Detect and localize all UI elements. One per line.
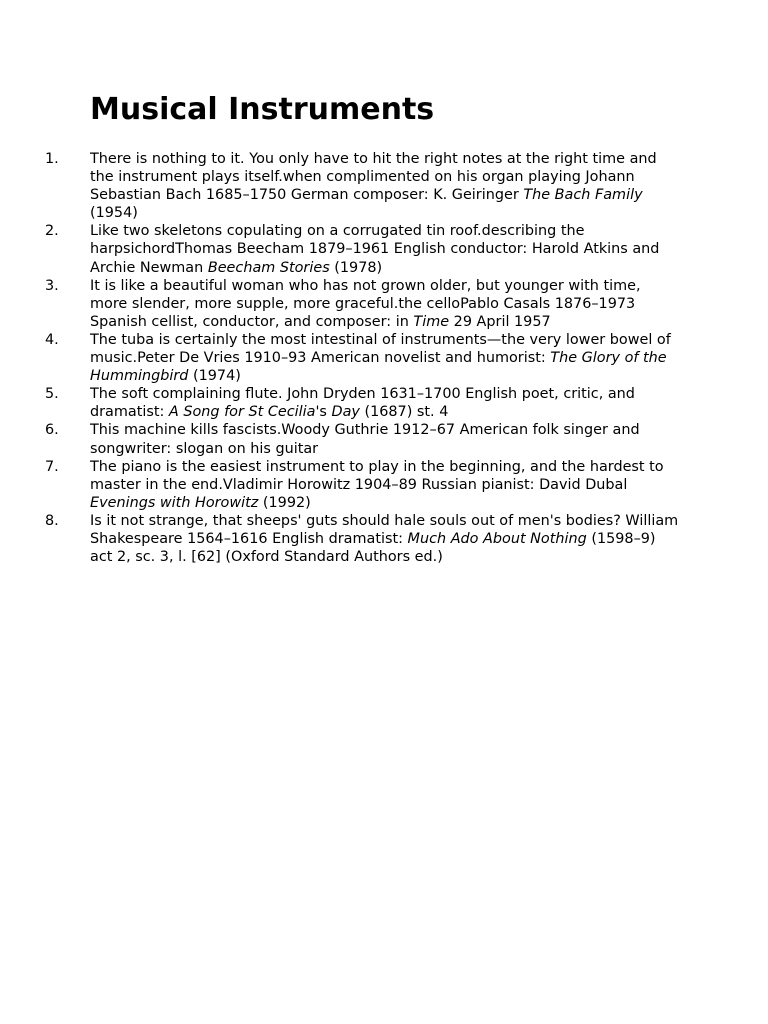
list-item [0,512,680,566]
list-item-number: 2. [45,223,59,240]
quote-text [90,385,680,421]
quote-segment: The soft complaining flute. John Dryden 1631–1700 English poet, critic, and dramatist: [90,386,635,421]
quote-text [90,421,680,457]
quote-segment: This machine kills fascists.Woody Guthrie 1912–67 American folk singer and songwriter: slogan on his guitar [90,422,640,457]
work-title: Much Ado About Nothing [407,530,587,547]
list-item-number: 3. [45,277,59,294]
quote-text [90,512,680,566]
list-item-number: 8. [45,512,59,529]
list-item-number: 5. [45,386,59,403]
quote-segment: It is like a beautiful woman who has not grown older, but younger with time, more slender, more supple, more graceful.the celloPablo Casals 1876–1973 Spanish cellist, conductor, and composer: in [90,277,641,330]
quote-segment: 's [315,404,332,421]
work-title: Evenings with Horowitz [90,494,259,511]
quote-segment: (1974) [188,368,241,385]
list-item [0,458,680,512]
quote-list [0,150,768,566]
work-title: The Glory of the Hummingbird [90,350,667,385]
list-item [0,331,680,385]
quote-text [90,331,680,385]
list-item-number: 1. [45,151,59,167]
list-item-number: 4. [45,331,59,348]
quote-text [90,222,680,276]
page-title: Musical Instruments [90,92,435,127]
quote-segment: (1598–9) act 2, sc. 3, l. [62] (Oxford Standard Authors ed.) [90,530,656,566]
quote-segment: (1687) st. 4 [359,404,449,421]
list-item [0,385,680,421]
quote-text [90,458,680,512]
list-item-number: 6. [45,422,59,439]
list-item [0,277,680,331]
list-item [0,150,680,222]
quote-segment: There is nothing to it. You only have to hit the right notes at the right time and the instrument plays itself.when complimented on his organ playing Johann Sebastian Bach 1685–1750 German composer: K. Geiringer [90,151,657,204]
quote-segment: The piano is the easiest instrument to play in the beginning, and the hardest to master in the end.Vladimir Horowitz 1904–89 Russian pianist: David Dubal [90,458,664,493]
quote-segment: (1954) [90,205,138,222]
quote-segment: (1992) [258,494,311,511]
quote-segment: The tuba is certainly the most intestinal of instruments—the very lower bowel of music.Peter De Vries 1910–93 American novelist and humorist: [90,331,671,367]
work-title: Time [413,313,450,330]
work-title: The Bach Family [523,187,643,204]
list-item [0,421,680,457]
quote-segment: (1978) [329,259,383,276]
quote-segment: 29 April 1957 [449,313,551,330]
quote-segment: Is it not strange, that sheeps' guts should hale souls out of men's bodies? William Shakespeare 1564–1616 English dramatist: [90,512,679,547]
work-title: Day [331,404,360,421]
quote-text [90,277,680,331]
work-title: Beecham Stories [207,259,330,276]
work-title: A Song for St Cecilia [168,404,316,421]
list-item-number: 7. [45,458,59,475]
quote-segment: Like two skeletons copulating on a corrugated tin roof.describing the harpsichordThomas Beecham 1879–1961 English conductor: Harold Atkins and Archie Newman [90,223,660,276]
quote-text [90,150,680,222]
list-item [0,222,680,276]
